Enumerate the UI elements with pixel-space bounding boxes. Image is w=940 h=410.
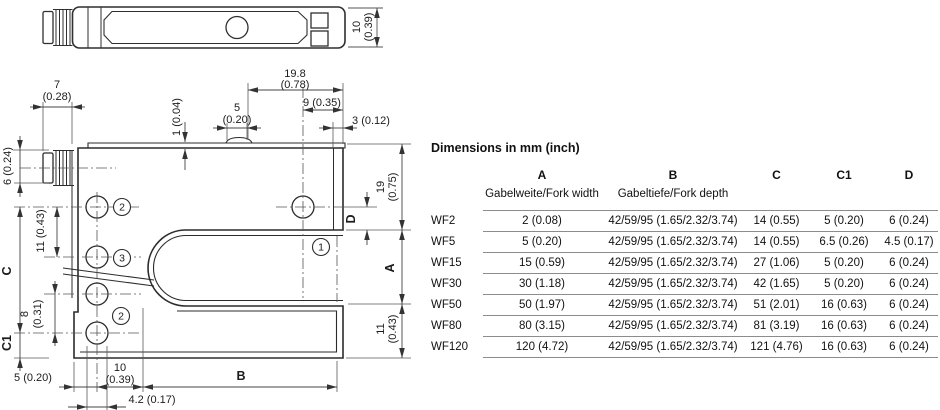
dimensions-panel [431,141,938,358]
cover-panel [104,12,307,44]
dim-8-inch: (0.31) [32,299,44,329]
extension-lines [14,83,411,410]
row-label: WF2 [431,215,456,227]
row-label: WF120 [431,341,469,353]
callout-2b: 2 [118,310,124,323]
header-B: B [668,168,678,182]
table-row-wf80: WF80 80 (3.15) 42/59/95 (1.65/2.32/3.74) 81 (3.19) 16 (0.63) 6 (0.24) [431,316,938,337]
dim-8: 8 [19,310,31,318]
dimensions-table [431,168,938,358]
row-label: WF5 [431,236,456,248]
row-label: WF15 [431,257,462,269]
dim-6: 6 (0.24) [2,147,14,185]
dim-11-left: 11 (0.43) [35,209,47,253]
indicator-led-1 [311,13,328,28]
table-row-wf30: WF30 30 (1.18) 42/59/95 (1.65/2.32/3.74) 42 (1.65) 5 (0.20) 6 (0.24) [431,274,938,295]
dimension-labels [0,68,399,406]
dim-9: 9 (0.35) [303,97,341,109]
row-label: WF80 [431,320,462,332]
header-C: C [772,168,781,182]
dim-C1: C1 [0,335,14,351]
dim-D: D [344,214,358,224]
break-lines [63,268,154,286]
dim-10-bottom: 10 [113,362,127,374]
row-label: WF50 [431,299,462,311]
dim-C: C [0,266,14,276]
table-row-wf50: WF50 50 (1.97) 42/59/95 (1.65/2.32/3.74) 51 (2.01) 16 (0.63) 6 (0.24) [431,295,938,316]
connector-cap-top [43,12,53,44]
housing-top [73,7,346,48]
dim-A: A [383,263,397,273]
adjustment-dial [226,17,248,39]
dim-topview-height-inch: (0.39) [363,12,375,42]
callout-2a: 2 [119,201,125,214]
dim-19: 19 [375,180,387,194]
dim-3: 3 (0.12) [352,115,390,127]
header-D: D [904,168,914,182]
table-row-wf15: WF15 15 (0.59) 42/59/95 (1.65/2.32/3.74) 27 (1.06) 5 (0.20) 6 (0.24) [431,253,938,274]
table-row-wf5: WF5 5 (0.20) 42/59/95 (1.65/2.32/3.74) 14 (0.55) 6.5 (0.26) 4.5 (0.17) [431,232,938,253]
dim-B: B [236,369,246,383]
dim-10-bottom-inch: (0.39) [105,374,135,386]
dim-5-top: 5 [233,102,241,114]
dim-topview-height: 10 [351,20,363,34]
connector-thread-top [53,10,73,46]
table-row-wf2: WF2 2 (0.08) 42/59/95 (1.65/2.32/3.74) 14 (0.55) 5 (0.20) 6 (0.24) [431,211,938,232]
dim-11-right-inch: (0.43) [387,314,399,344]
dim-19-8-inch: (0.78) [280,79,310,91]
fork-sensor-drawing [0,0,430,410]
dim-19-8: 19.8 [284,68,306,80]
dim-19-inch: (0.75) [387,172,399,202]
indicator-led-2 [311,31,328,46]
header-C1: C1 [836,168,852,182]
header-empty [431,168,483,188]
table-row-wf120: WF120 120 (4.72) 42/59/95 (1.65/2.32/3.74) 121 (4.76) 16 (0.63) 6 (0.24) [431,337,938,358]
row-label: WF30 [431,278,462,290]
side-view [43,138,345,359]
subheader-fork-depth: Gabeltiefe/Fork depth [601,188,745,211]
dim-1: 1 (0.04) [171,98,183,136]
callout-1: 1 [318,241,324,254]
callout-3: 3 [119,252,125,265]
dim-5-top-inch: (0.20) [222,114,252,126]
header-A: A [537,168,547,182]
table-header-row [431,168,938,188]
table-title: Dimensions in mm (inch) [431,141,580,155]
dim-4-2: 4.2 (0.17) [128,394,176,406]
subheader-fork-width: Gabelweite/Fork width [483,188,601,211]
dim-11-right: 11 [375,323,387,335]
dim-7: 7 [53,79,61,91]
dim-5-bottom: 5 (0.20) [14,372,52,384]
top-view [43,7,345,48]
table-subheader-row [431,188,938,211]
dim-7-inch: (0.28) [42,91,72,103]
